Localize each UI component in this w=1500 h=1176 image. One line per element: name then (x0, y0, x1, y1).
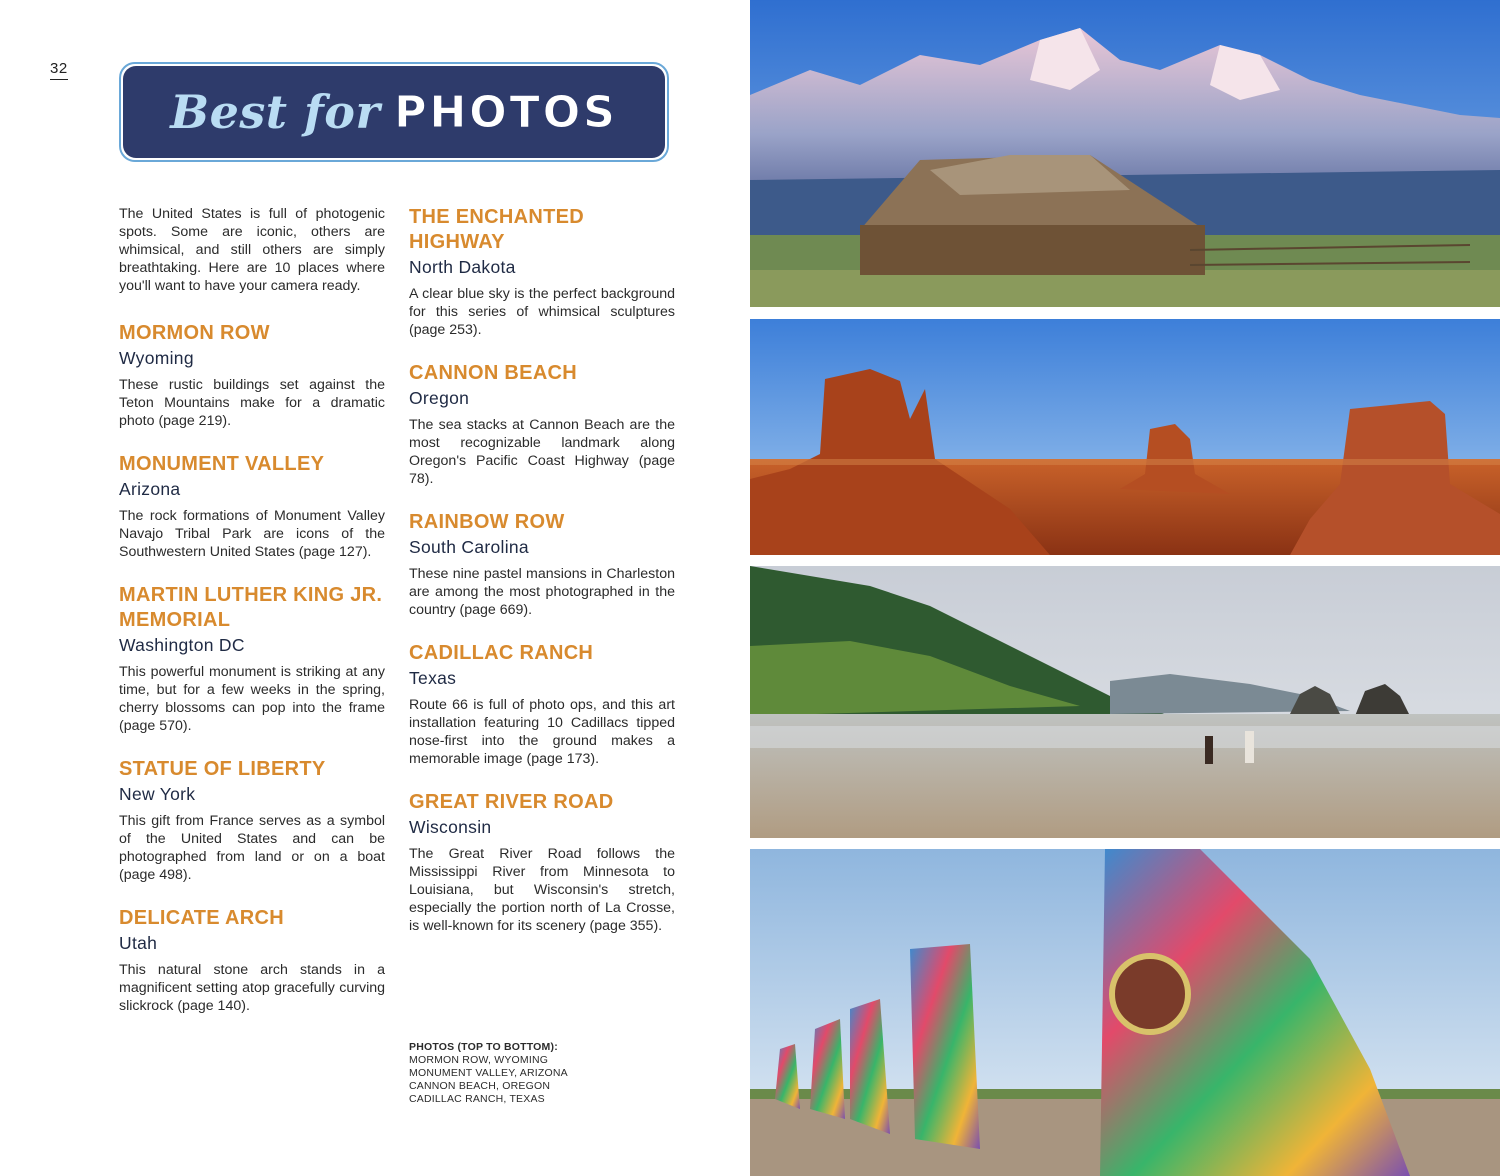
entry-statue-of-liberty (119, 757, 385, 884)
entry-title: RAINBOW ROW (409, 511, 565, 533)
section-banner-inner (123, 66, 665, 158)
entry-mlk-memorial (119, 583, 385, 735)
photo-credit-line: MONUMENT VALLEY, ARIZONA (409, 1067, 568, 1079)
entry-state: South Carolina (409, 537, 529, 557)
photo-cadillac-ranch-image (750, 849, 1500, 1176)
entry-monument-valley (119, 452, 385, 561)
photo-cadillac-ranch (750, 849, 1500, 1176)
left-column (119, 205, 385, 1037)
page-number: 32 (50, 60, 68, 80)
photo-mormon-row-image (750, 0, 1500, 307)
entry-state: Utah (119, 933, 158, 953)
entry-state: Wisconsin (409, 817, 492, 837)
photo-monument-valley (750, 319, 1500, 555)
entry-state: Texas (409, 668, 457, 688)
photo-credit-line: CANNON BEACH, OREGON (409, 1080, 551, 1092)
entry-description: These nine pastel mansions in Charleston are among the most photographed in the country (page 669). (409, 566, 675, 618)
entry-enchanted-highway (409, 205, 675, 339)
photo-monument-valley-image (750, 319, 1500, 555)
entry-title: CANNON BEACH (409, 362, 578, 384)
entry-state: Oregon (409, 388, 470, 408)
entry-description: This powerful monument is striking at any time, but for a few weeks in the spring, cherry blossoms can pop into the frame (page 570). (119, 664, 385, 734)
entry-delicate-arch (119, 906, 385, 1015)
photo-cannon-beach (750, 566, 1500, 838)
entry-description: This natural stone arch stands in a magnificent setting atop gracefully curving slickrock (page 140). (119, 962, 385, 1014)
entry-great-river-road (409, 790, 675, 935)
photo-cannon-beach-image (750, 566, 1500, 838)
entry-description: Route 66 is full of photo ops, and this art installation featuring 10 Cadillacs tipped nose-first into the ground makes a memorable image (page 173). (409, 697, 675, 767)
entry-description: A clear blue sky is the perfect background for this series of whimsical sculptures (page 253). (409, 286, 675, 338)
entry-title: CADILLAC RANCH (409, 642, 594, 664)
right-column (409, 205, 675, 957)
entry-title: MARTIN LUTHER KING JR. MEMORIAL (119, 584, 383, 631)
entry-state: Washington DC (119, 635, 245, 655)
entry-state: Wyoming (119, 348, 194, 368)
photo-credit-line: CADILLAC RANCH, TEXAS (409, 1093, 545, 1105)
banner-bold-text: PHOTOS (394, 86, 618, 138)
section-banner (119, 62, 669, 162)
banner-script-text: Best for (170, 85, 381, 139)
entry-title: MONUMENT VALLEY (119, 453, 325, 475)
entry-title: STATUE OF LIBERTY (119, 758, 326, 780)
intro-paragraph: The United States is full of photogenic spots. Some are iconic, others are whimsical, and still others are simply breathtaking. Here are 10 places where you'll want to have your camera ready. (119, 206, 385, 294)
entry-description: This gift from France serves as a symbol of the United States and can be photographed from land or on a boat (page 498). (119, 813, 385, 883)
entry-rainbow-row (409, 510, 675, 619)
entry-mormon-row (119, 321, 385, 430)
entry-description: The sea stacks at Cannon Beach are the most recognizable landmark along Oregon's Pacific Coast Highway (page 78). (409, 417, 675, 487)
photo-credits (409, 1041, 568, 1106)
entry-state: North Dakota (409, 257, 516, 277)
entry-title: GREAT RIVER ROAD (409, 791, 614, 813)
photo-credit-line: MORMON ROW, WYOMING (409, 1054, 549, 1066)
entry-title: THE ENCHANTED HIGHWAY (409, 206, 585, 253)
entry-title: DELICATE ARCH (119, 907, 285, 929)
entry-state: Arizona (119, 479, 181, 499)
entry-description: The rock formations of Monument Valley Navajo Tribal Park are icons of the Southwestern United States (page 127). (119, 508, 385, 560)
entry-description: These rustic buildings set against the Teton Mountains make for a dramatic photo (page 219). (119, 377, 385, 429)
entry-cannon-beach (409, 361, 675, 488)
entry-description: The Great River Road follows the Mississippi River from Minnesota to Louisiana, but Wisconsin's stretch, especially the portion north of La Crosse, is well-known for its scenery (page 355). (409, 846, 675, 934)
photo-mormon-row (750, 0, 1500, 307)
entry-cadillac-ranch (409, 641, 675, 768)
entry-title: MORMON ROW (119, 322, 270, 344)
entry-state: New York (119, 784, 196, 804)
photo-credits-heading: PHOTOS (TOP TO BOTTOM): (409, 1041, 558, 1053)
